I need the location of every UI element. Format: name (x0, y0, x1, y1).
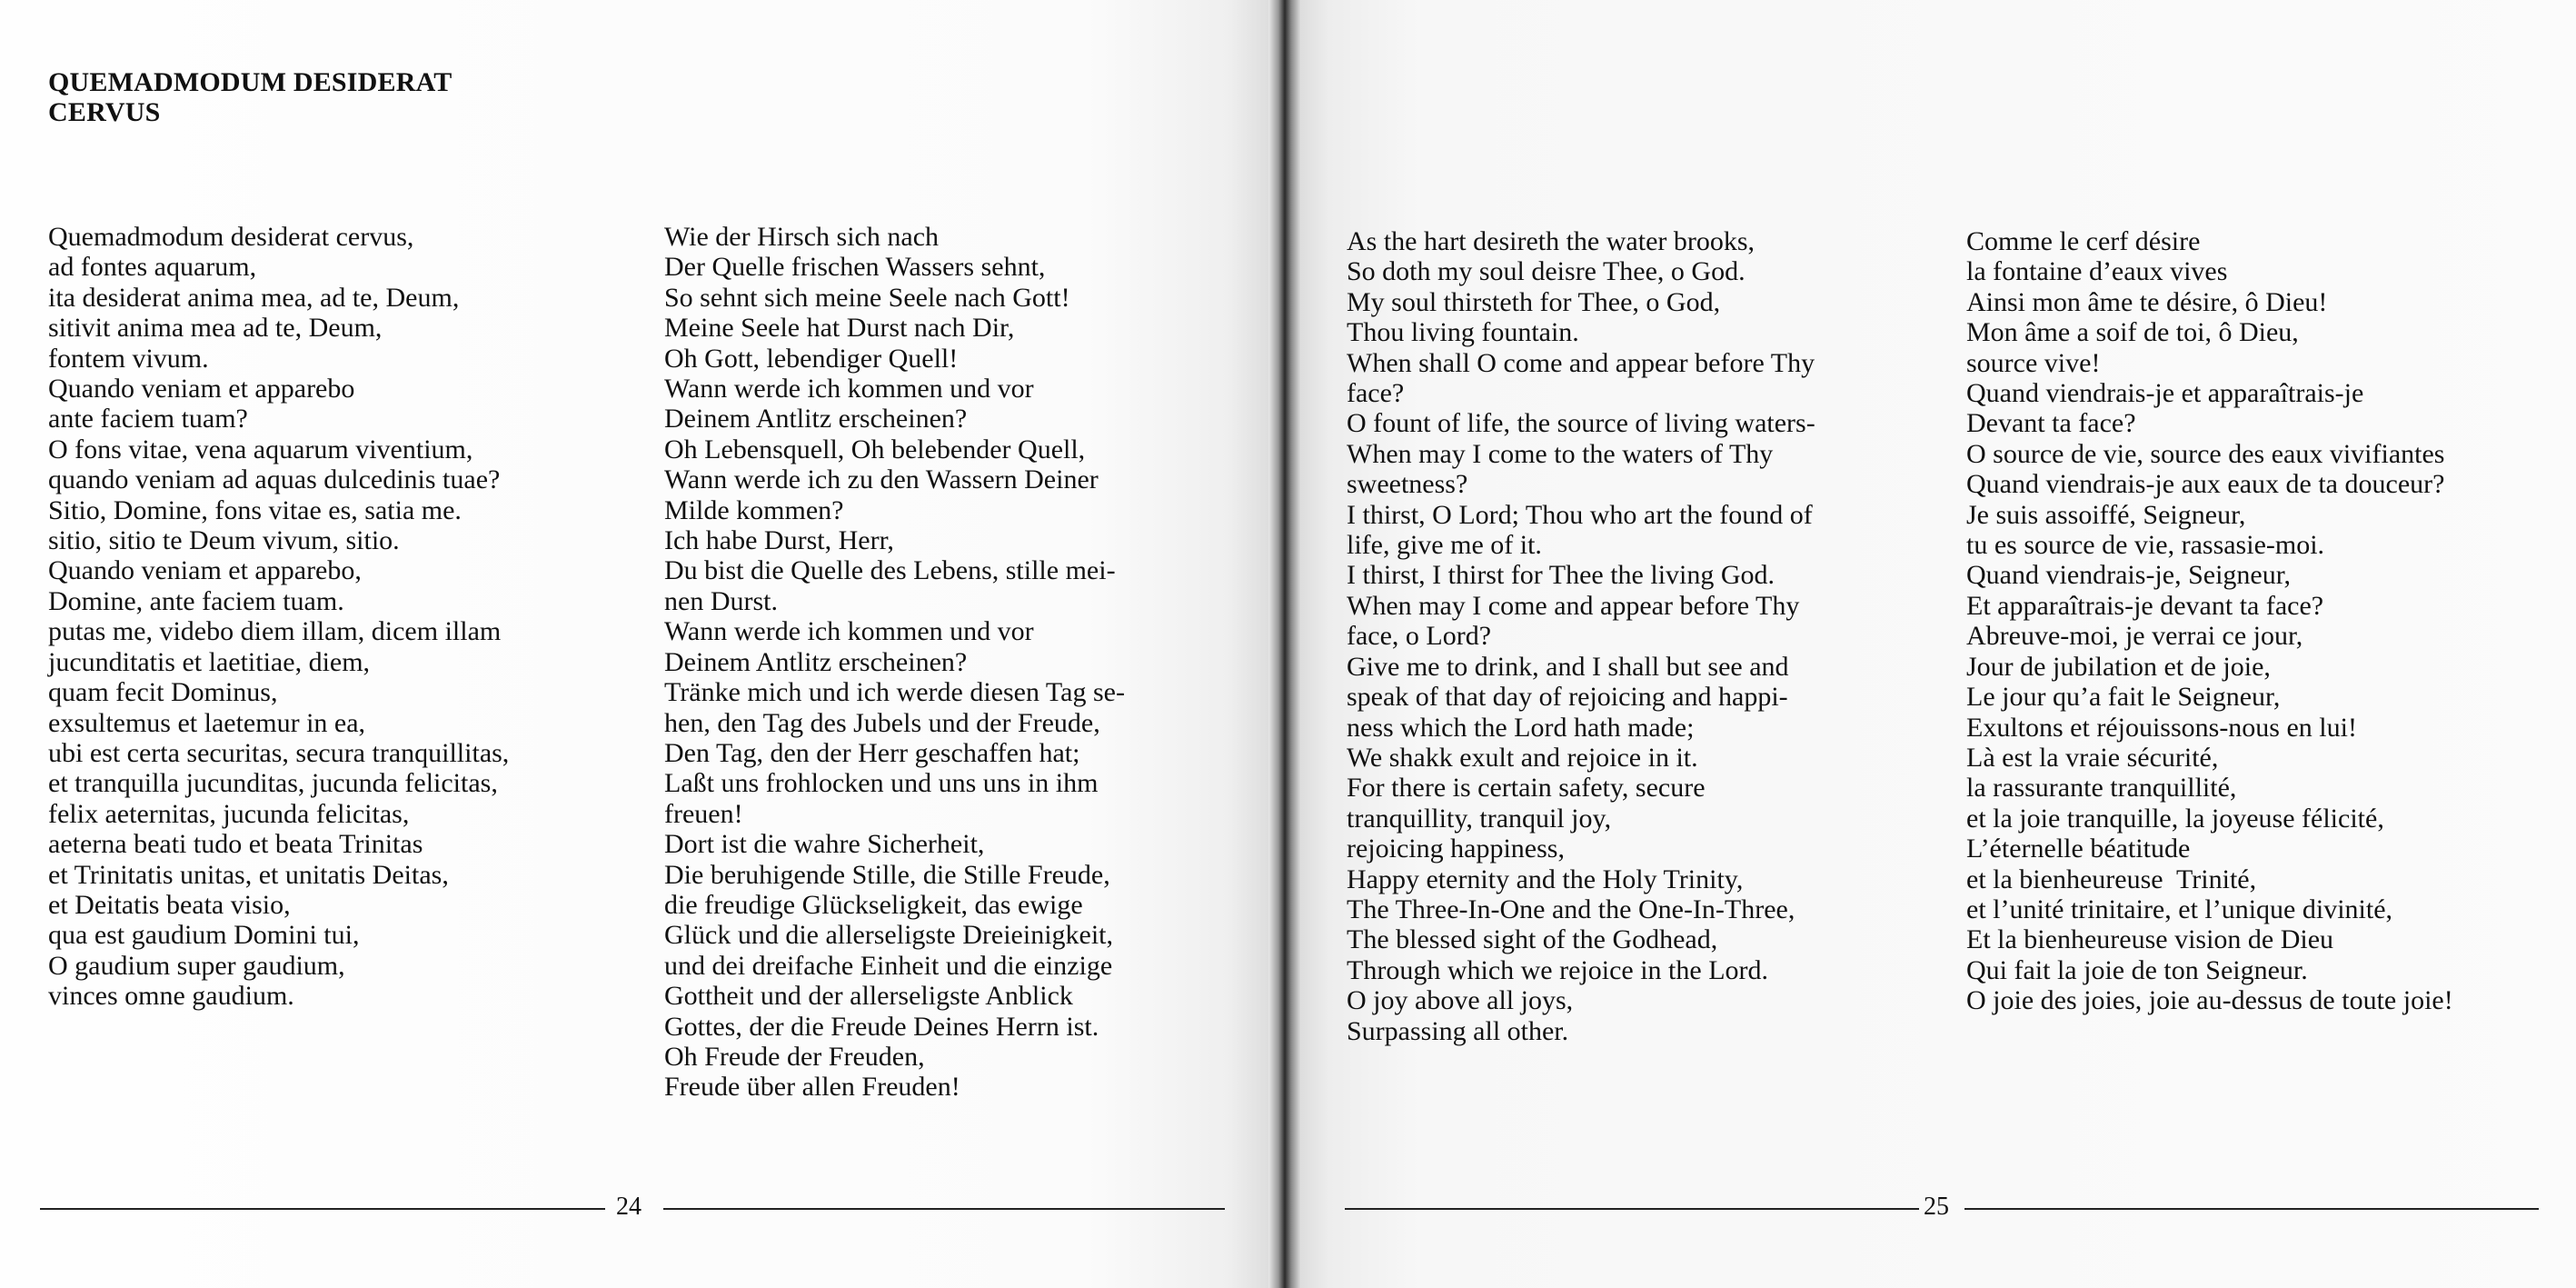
text-line: ad fontes aquarum, (48, 252, 257, 283)
text-line: Mon âme a soif de toi, ô Dieu, (1966, 317, 2299, 348)
text-line: sweetness? (1347, 469, 1468, 500)
left-page (0, 0, 1279, 1288)
text-line: Meine Seele hat Durst nach Dir, (664, 313, 1015, 344)
text-line: When may I come and appear before Thy (1347, 590, 1800, 621)
text-line: Deinem Antlitz erscheinen? (664, 646, 968, 677)
text-line: When may I come to the waters of Thy (1347, 438, 1774, 469)
text-line: et tranquilla jucunditas, jucunda felicitas, (48, 768, 498, 799)
text-line: nen Durst. (664, 585, 778, 616)
footer-rule (663, 1208, 1225, 1210)
text-line: O joy above all joys, (1347, 985, 1574, 1016)
text-line: ubi est certa securitas, secura tranquillitas, (48, 737, 510, 768)
text-line: Domine, ante faciem tuam. (48, 585, 344, 616)
book-gutter (1268, 0, 1301, 1288)
right-page (1290, 0, 2576, 1288)
text-line: hen, den Tag des Jubels und der Freude, (664, 707, 1100, 738)
text-line: Ainsi mon âme te désire, ô Dieu! (1966, 286, 2328, 317)
text-line: ante faciem tuam? (48, 404, 248, 434)
text-line: O source de vie, source des eaux vivifiantes (1966, 438, 2445, 469)
text-line: Wann werde ich zu den Wassern Deiner (664, 464, 1099, 495)
text-line: For there is certain safety, secure (1347, 773, 1706, 804)
text-line: When shall O come and appear before Thy (1347, 347, 1815, 378)
text-line: face, o Lord? (1347, 621, 1492, 652)
text-line: Freude über allen Freuden! (664, 1072, 960, 1103)
text-line: tranquillity, tranquil joy, (1347, 803, 1612, 834)
title-line: QUEMADMODUM DESIDERAT (48, 67, 453, 97)
text-line: Dort ist die wahre Sicherheit, (664, 829, 985, 860)
text-line: Devant ta face? (1966, 408, 2136, 439)
page-number: 25 (1924, 1193, 1949, 1221)
text-line: Je suis assoiffé, Seigneur, (1966, 499, 2246, 530)
text-line: Jour de jubilation et de joie, (1966, 651, 2271, 682)
text-line: freuen! (664, 798, 743, 829)
text-line: Quand viendrais-je et apparaîtrais-je (1966, 378, 2364, 409)
text-line: Wie der Hirsch sich nach (664, 222, 940, 252)
text-line: O fount of life, the source of living waters- (1347, 408, 1815, 439)
text-line: Abreuve-moi, je verrai ce jour, (1966, 621, 2303, 652)
english-text-column (1347, 226, 1815, 1046)
text-line: fontem vivum. (48, 343, 209, 374)
text-line: sitio, sitio te Deum vivum, sitio. (48, 525, 400, 556)
text-line: Milde kommen? (664, 494, 844, 525)
text-line: Deinem Antlitz erscheinen? (664, 404, 968, 434)
text-line: My soul thirsteth for Thee, o God, (1347, 286, 1721, 317)
text-line: L’éternelle béatitude (1966, 834, 2191, 864)
text-line: Tränke mich und ich werde diesen Tag se- (664, 677, 1125, 708)
text-line: I thirst, O Lord; Thou who art the found of (1347, 499, 1813, 530)
text-line: Thou living fountain. (1347, 317, 1579, 348)
text-line: I thirst, I thirst for Thee the living God. (1347, 560, 1775, 591)
text-line: As the hart desireth the water brooks, (1347, 226, 1755, 256)
text-line: O joie des joies, joie au-dessus de toute joie! (1966, 985, 2453, 1016)
text-line: aeterna beati tudo et beata Trinitas (48, 829, 423, 860)
title-line: CERVUS (48, 97, 161, 127)
text-line: ness which the Lord hath made; (1347, 712, 1695, 743)
text-line: O fons vitae, vena aquarum viventium, (48, 434, 473, 464)
text-line: sitivit anima mea ad te, Deum, (48, 313, 383, 344)
text-line: la rassurante tranquillité, (1966, 773, 2237, 804)
german-text-column (664, 222, 1125, 1103)
text-line: Den Tag, den der Herr geschaffen hat; (664, 737, 1080, 768)
text-line: life, give me of it. (1347, 530, 1542, 561)
text-line: Laßt uns frohlocken und uns uns in ihm (664, 768, 1099, 799)
text-line: Happy eternity and the Holy Trinity, (1347, 864, 1744, 894)
text-line: Là est la vraie sécurité, (1966, 742, 2219, 773)
text-line: tu es source de vie, rassasie-moi. (1966, 530, 2325, 561)
text-line: Oh Gott, lebendiger Quell! (664, 343, 959, 374)
text-line: Die beruhigende Stille, die Stille Freude, (664, 859, 1110, 890)
footer-rule (1964, 1208, 2539, 1210)
text-line: So sehnt sich meine Seele nach Gott! (664, 282, 1070, 313)
text-line: felix aeternitas, jucunda felicitas, (48, 798, 410, 829)
text-line: The blessed sight of the Godhead, (1347, 924, 1718, 955)
text-line: Exultons et réjouissons-nous en lui! (1966, 712, 2357, 743)
latin-text-column (48, 222, 509, 1012)
text-line: putas me, videbo diem illam, dicem illam (48, 616, 502, 647)
text-line: We shakk exult and rejoice in it. (1347, 742, 1698, 773)
text-line: So doth my soul deisre Thee, o God. (1347, 256, 1746, 287)
footer-rule (40, 1208, 605, 1210)
text-line: Quando veniam et apparebo (48, 374, 355, 404)
text-line: qua est gaudium Domini tui, (48, 920, 360, 951)
text-line: quam fecit Dominus, (48, 677, 278, 708)
left-page-footer (0, 1193, 1279, 1221)
right-page-footer (1290, 1193, 2576, 1221)
text-line: Quand viendrais-je aux eaux de ta douceur? (1966, 469, 2445, 500)
text-line: face? (1347, 378, 1405, 409)
text-line: ita desiderat anima mea, ad te, Deum, (48, 282, 460, 313)
text-line: jucunditatis et laetitiae, diem, (48, 646, 371, 677)
text-line: Wann werde ich kommen und vor (664, 374, 1034, 404)
text-line: Sitio, Domine, fons vitae es, satia me. (48, 494, 462, 525)
footer-rule (1345, 1208, 1919, 1210)
text-line: Wann werde ich kommen und vor (664, 616, 1034, 647)
text-line: Et la bienheureuse vision de Dieu (1966, 924, 2334, 955)
text-line: The Three-In-One and the One-In-Three, (1347, 894, 1795, 924)
text-line: speak of that day of rejoicing and happi- (1347, 682, 1788, 713)
text-line: und dei dreifache Einheit und die einzige (664, 950, 1113, 981)
text-line: Oh Freude der Freuden, (664, 1041, 925, 1072)
page-title (48, 67, 593, 127)
text-line: Quand viendrais-je, Seigneur, (1966, 560, 2292, 591)
text-line: Glück und die allerseligste Dreieinigkeit, (664, 920, 1114, 951)
text-line: la fontaine d’eaux vives (1966, 256, 2228, 287)
text-line: exsultemus et laetemur in ea, (48, 707, 366, 738)
text-line: Comme le cerf désire (1966, 226, 2201, 256)
text-line: Le jour qu’a fait le Seigneur, (1966, 682, 2281, 713)
text-line: O gaudium super gaudium, (48, 950, 345, 981)
text-line: et Deitatis beata visio, (48, 889, 291, 920)
text-line: Ich habe Durst, Herr, (664, 525, 894, 556)
text-line: Through which we rejoice in the Lord. (1347, 954, 1769, 985)
text-line: quando veniam ad aquas dulcedinis tuae? (48, 464, 501, 495)
text-line: Quemadmodum desiderat cervus, (48, 222, 414, 252)
french-text-column (1966, 226, 2453, 1016)
text-line: et la bienheureuse Trinité, (1966, 864, 2257, 894)
text-line: Du bist die Quelle des Lebens, stille mei- (664, 555, 1116, 586)
text-line: vinces omne gaudium. (48, 981, 294, 1012)
text-line: Et apparaîtrais-je devant ta face? (1966, 590, 2324, 621)
page-number: 24 (616, 1193, 642, 1221)
text-line: Give me to drink, and I shall but see and (1347, 651, 1789, 682)
text-line: Qui fait la joie de ton Seigneur. (1966, 954, 2308, 985)
text-line: Surpassing all other. (1347, 1015, 1569, 1046)
text-line: Quando veniam et apparebo, (48, 555, 362, 586)
text-line: Der Quelle frischen Wassers sehnt, (664, 252, 1046, 283)
text-line: et la joie tranquille, la joyeuse félicité, (1966, 803, 2384, 834)
text-line: et l’unité trinitaire, et l’unique divinité, (1966, 894, 2393, 924)
text-line: Gottes, der die Freude Deines Herrn ist. (664, 1011, 1099, 1042)
text-line: source vive! (1966, 347, 2101, 378)
text-line: et Trinitatis unitas, et unitatis Deitas, (48, 859, 449, 890)
text-line: Oh Lebensquell, Oh belebender Quell, (664, 434, 1086, 464)
text-line: Gottheit und der allerseligste Anblick (664, 981, 1073, 1012)
text-line: die freudige Glückseligkeit, das ewige (664, 889, 1083, 920)
text-line: rejoicing happiness, (1347, 834, 1565, 864)
